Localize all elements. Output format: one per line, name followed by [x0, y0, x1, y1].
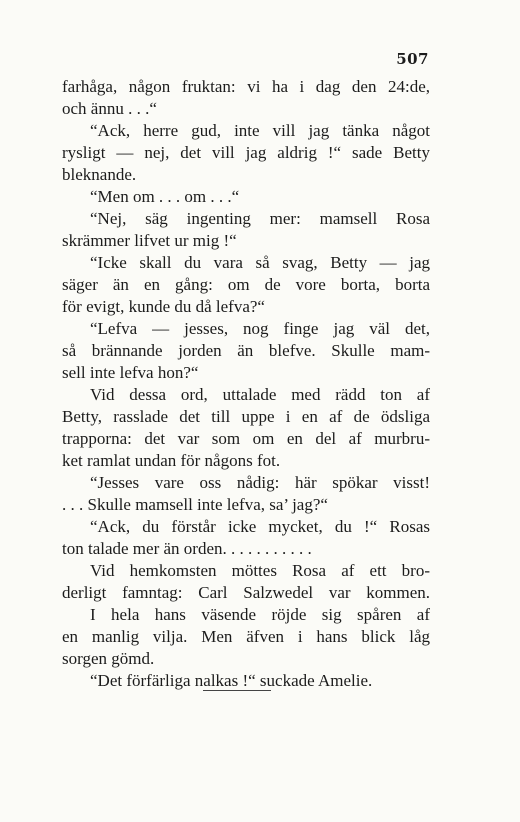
- text-line: “Men om . . . om . . .“: [90, 187, 240, 206]
- page-number: 507: [396, 50, 429, 68]
- text-line: “Nej, säg ingenting mer: mamsell Rosa: [90, 209, 430, 228]
- text-line: . . . Skulle mamsell inte lefva, sa’ jag?“: [62, 495, 328, 514]
- text-line: säger än en gång: om de vore borta, borta: [62, 275, 430, 294]
- text-line: “Jesses vare oss nådig: här spökar visst!: [90, 473, 430, 492]
- text-line: “Icke skall du vara så svag, Betty — jag: [90, 253, 430, 272]
- text-line: och ännu . . .“: [62, 99, 157, 118]
- text-line: en manlig vilja. Men äfven i hans blick låg: [62, 627, 430, 646]
- text-line: Vid dessa ord, uttalade med rädd ton af: [90, 385, 430, 404]
- text-line: Vid hemkomsten möttes Rosa af ett bro-: [90, 561, 430, 580]
- text-line: så brännande jorden än blefve. Skulle mam-: [62, 341, 430, 360]
- text-line: ket ramlat undan för någons fot.: [62, 451, 281, 470]
- text-line: ton talade mer än orden. . . . . . . . . . .: [62, 539, 312, 558]
- text-line: trapporna: det var som om en del af murbru-: [62, 429, 430, 448]
- text-line: Betty, rasslade det till uppe i en af de ödsliga: [62, 407, 430, 426]
- text-line: skrämmer lifvet ur mig !“: [62, 231, 237, 250]
- text-line: “Ack, herre gud, inte vill jag tänka något: [90, 121, 430, 140]
- text-line: farhåga, någon fruktan: vi ha i dag den 24:de,: [62, 77, 430, 96]
- text-line: derligt famntag: Carl Salzwedel var kommen.: [62, 583, 430, 602]
- text-line: “Ack, du förstår icke mycket, du !“ Rosas: [90, 517, 430, 536]
- text-line: rysligt — nej, det vill jag aldrig !“ sade Betty: [62, 143, 430, 162]
- body-text: [62, 76, 430, 692]
- text-line: sell inte lefva hon?“: [62, 363, 199, 382]
- section-divider: [203, 690, 271, 691]
- text-line: I hela hans väsende röjde sig spåren af: [90, 605, 430, 624]
- text-line: “Det förfärliga nalkas !“ suckade Amelie.: [90, 671, 373, 690]
- text-line: för evigt, kunde du då lefva?“: [62, 297, 265, 316]
- text-line: bleknande.: [62, 165, 137, 184]
- text-line: sorgen gömd.: [62, 649, 155, 668]
- text-line: “Lefva — jesses, nog finge jag väl det,: [90, 319, 430, 338]
